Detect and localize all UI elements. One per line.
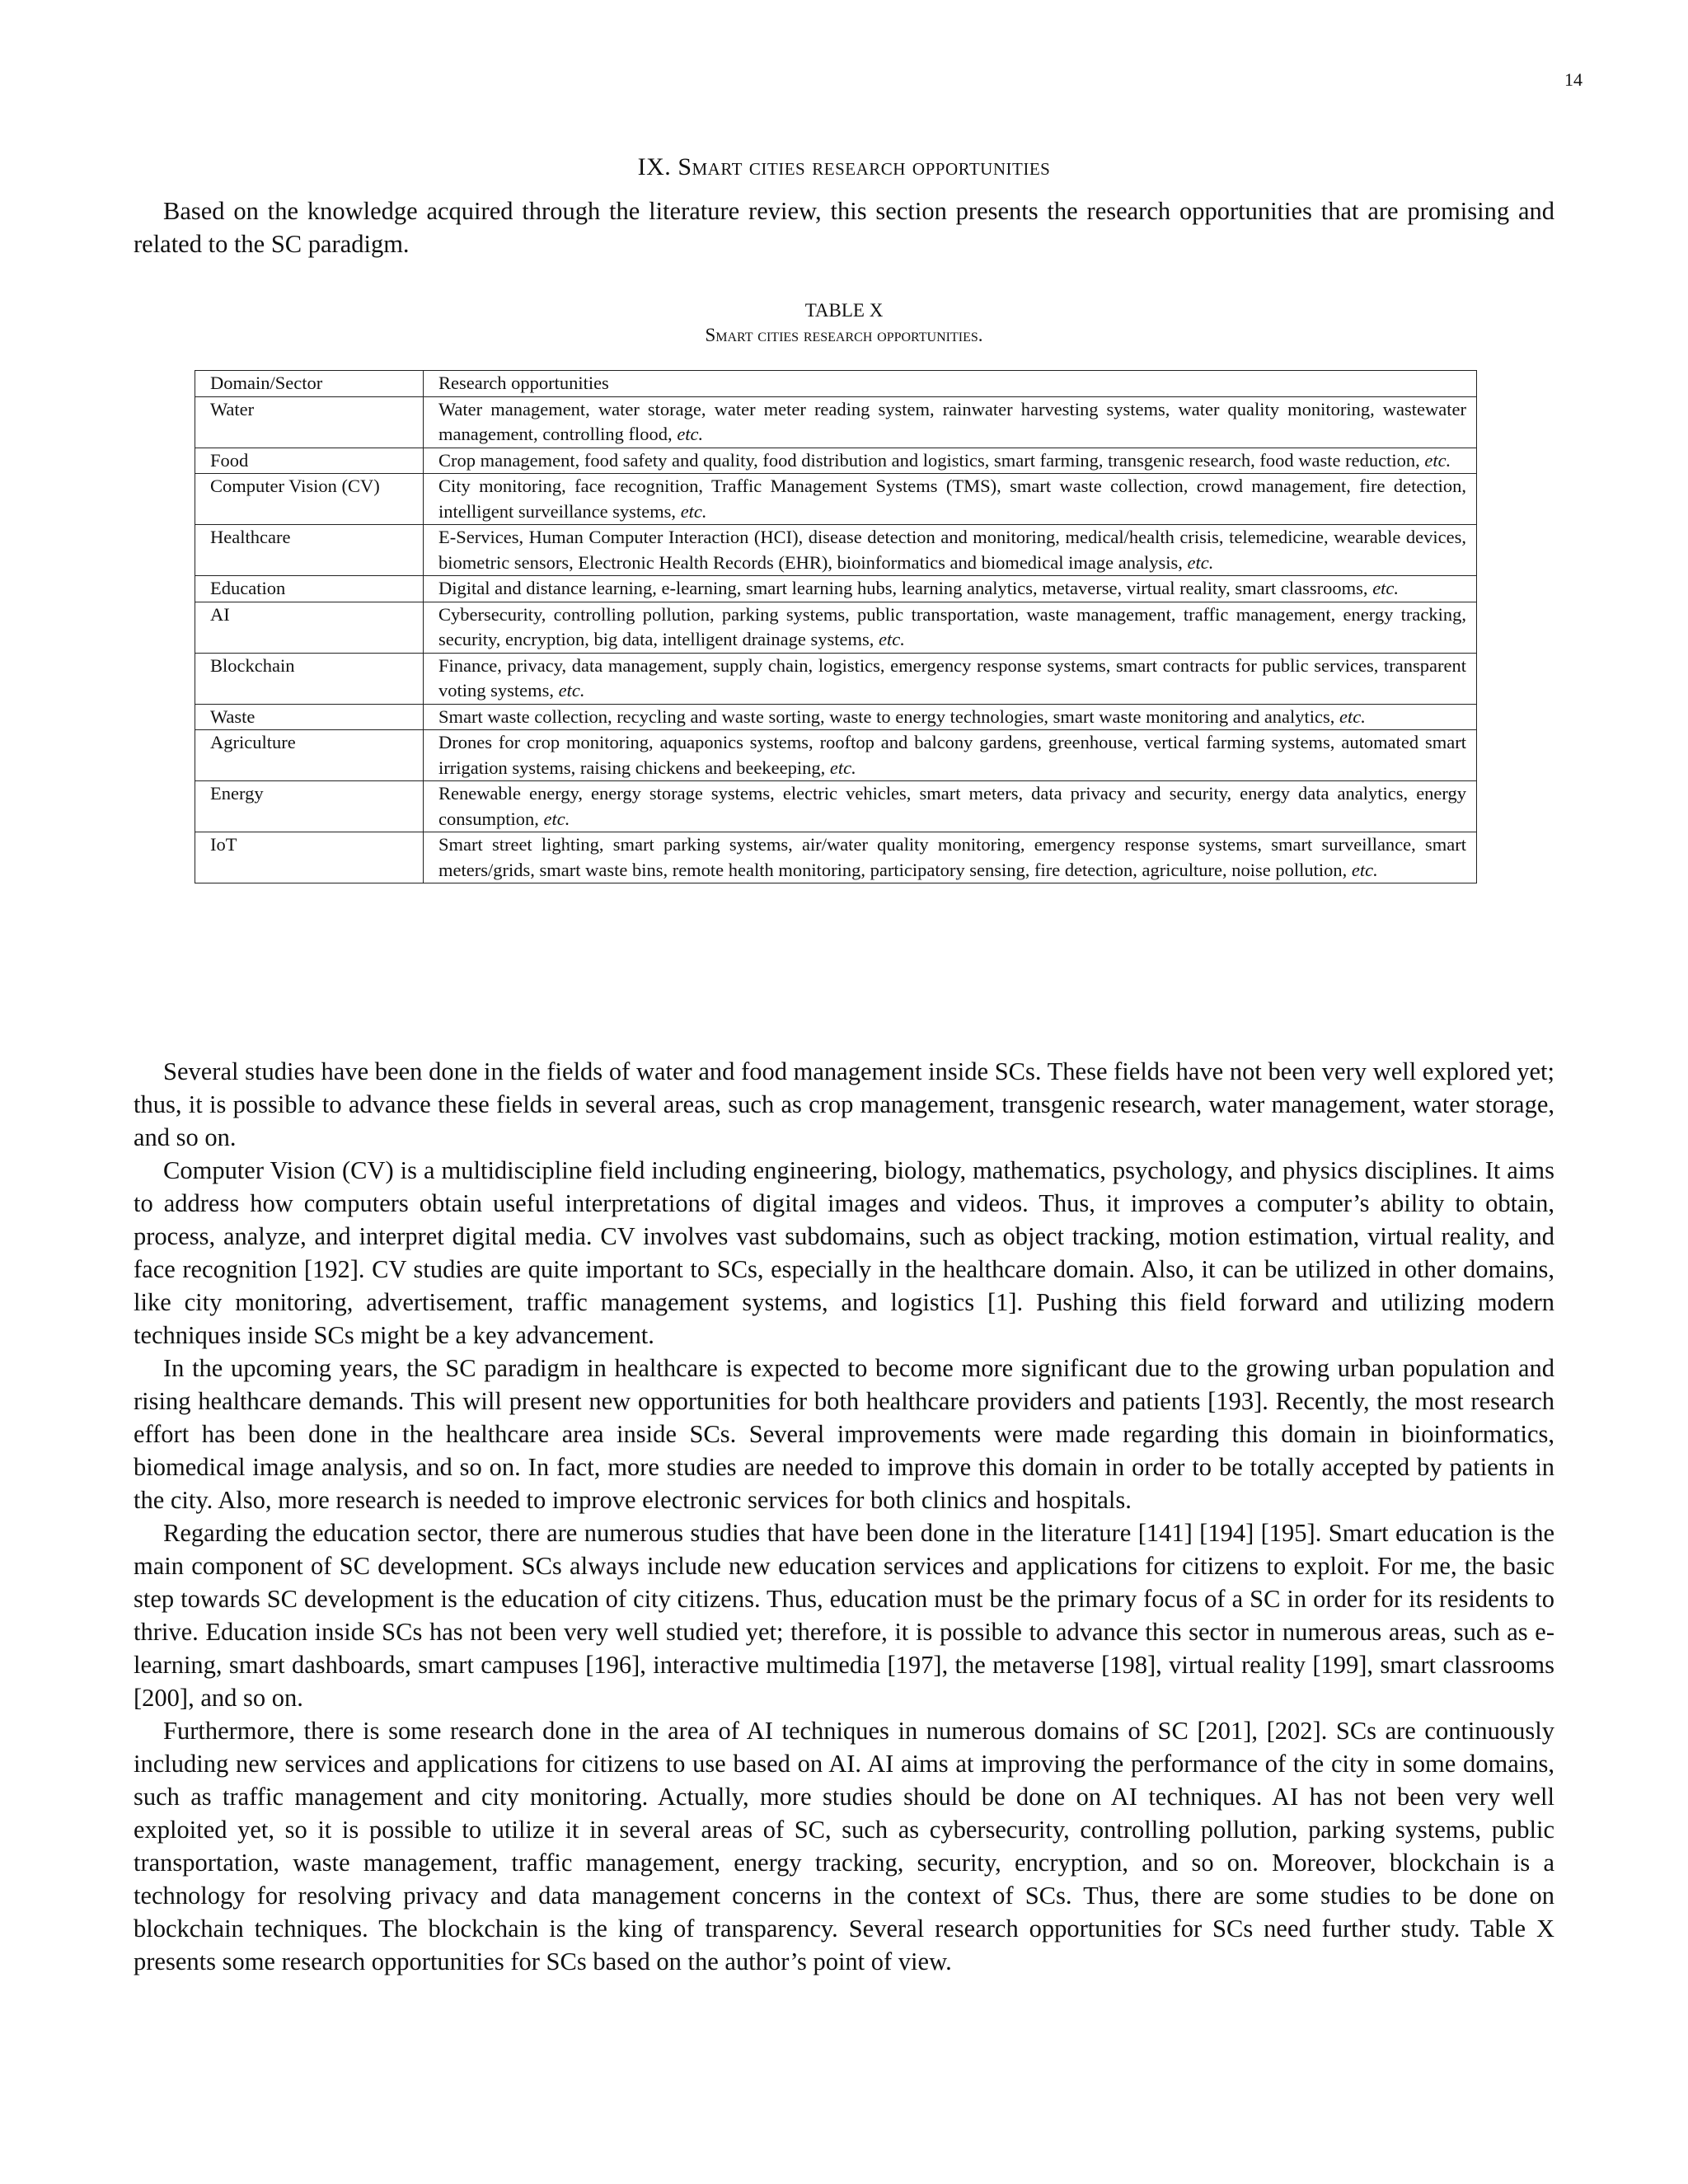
opportunities-text: Crop management, food safety and quality, food distribution and logistics, smart farming, transgenic research, food waste reduction,: [438, 449, 1420, 471]
etc-text: etc.: [1187, 551, 1214, 573]
opportunities-cell: [424, 730, 1477, 781]
header-opportunities: Research opportunities: [424, 371, 1477, 397]
etc-text: etc.: [829, 757, 856, 778]
domain-cell: Blockchain: [195, 653, 424, 704]
opportunities-cell: [424, 474, 1477, 525]
opportunities-cell: [424, 704, 1477, 730]
table-row: [195, 602, 1477, 653]
table-label: TABLE X: [804, 300, 884, 321]
opportunities-text: Smart street lighting, smart parking systems, air/water quality monitoring, emergency response systems, smart surveillance, smart meters/grids, smart waste bins, remote health monitoring, participatory sensing, fire detection, agriculture, noise pollution,: [438, 834, 1466, 880]
opportunities-cell: [424, 653, 1477, 704]
table-row: [195, 653, 1477, 704]
domain-cell: Energy: [195, 781, 424, 832]
etc-text: etc.: [558, 680, 585, 701]
intro-paragraph: Based on the knowledge acquired through the literature review, this section presents the research opportunities that are promising and related to the SC paradigm.: [134, 197, 1554, 258]
etc-text: etc.: [677, 424, 704, 444]
table-header-row: [195, 371, 1477, 397]
paragraph: Several studies have been done in the fields of water and food management inside SCs. These fields have not been very well explored yet; thus, it is possible to advance these fields in several areas, such as crop management, transgenic research, water management, water storage, and so on.: [134, 1057, 1554, 1151]
opportunities-cell: [424, 525, 1477, 576]
opportunities-text: Digital and distance learning, e-learning, smart learning hubs, learning analytics, metaverse, virtual reality, smart classrooms,: [438, 578, 1368, 598]
opportunities-text: City monitoring, face recognition, Traffic Management Systems (TMS), smart waste collection, crowd management, fire detection, intelligent surveillance systems,: [438, 476, 1466, 522]
intro-block: [134, 194, 1554, 260]
opportunities-cell: [424, 448, 1477, 474]
table-row: [195, 448, 1477, 474]
opportunities-cell: [424, 602, 1477, 653]
etc-text: etc.: [879, 629, 905, 649]
etc-text: etc.: [1339, 705, 1366, 727]
domain-cell: AI: [195, 602, 424, 653]
table-row: [195, 525, 1477, 576]
opportunities-text: E-Services, Human Computer Interaction (HCI), disease detection and monitoring, medical/health crisis, telemedicine, wearable devices, biometric sensors, Electronic Health Records (EHR), bioinformatics and biomedical image analysis,: [438, 527, 1466, 573]
body-text: [134, 1055, 1554, 1978]
domain-cell: Water: [195, 396, 424, 448]
section-title: Smart cities research opportunities: [678, 153, 1051, 180]
domain-cell: Food: [195, 448, 424, 474]
table-row: [195, 730, 1477, 781]
etc-text: etc.: [1424, 449, 1451, 471]
domain-cell: Computer Vision (CV): [195, 474, 424, 525]
table-title: Smart cities research opportunities.: [705, 325, 983, 345]
paragraph: In the upcoming years, the SC paradigm in healthcare is expected to become more significant due to the growing urban population and rising healthcare demands. This will present new opportunities for both healthcare providers and patients [193]. Recently, the most research effort has been done in the healthcare area inside SCs. Several improvements were made regarding this domain in bioinformatics, biomedical image analysis, and so on. In fact, more studies are needed to improve this domain in order to be totally accepted by patients in the city. Also, more research is needed to improve electronic services for both clinics and hospitals.: [134, 1354, 1554, 1514]
domain-cell: Healthcare: [195, 525, 424, 576]
domain-cell: Agriculture: [195, 730, 424, 781]
opportunities-cell: [424, 576, 1477, 602]
header-domain: Domain/Sector: [195, 371, 424, 397]
etc-text: etc.: [1372, 578, 1400, 598]
domain-cell: IoT: [195, 832, 424, 883]
paragraph: Computer Vision (CV) is a multidiscipline field including engineering, biology, mathematics, psychology, and physics disciplines. It aims to address how computers obtain useful interpretations of digital images and videos. Thus, it improves a computer’s ability to obtain, process, analyze, and interpret digital media. CV involves vast subdomains, such as object tracking, motion estimation, virtual reality, and face recognition [192]. CV studies are quite important to SCs, especially in the healthcare domain. Also, it can be utilized in other domains, like city monitoring, advertisement, traffic management systems, and logistics [1]. Pushing this field forward and utilizing modern techniques inside SCs might be a key advancement.: [134, 1156, 1554, 1349]
opportunities-text: Cybersecurity, controlling pollution, parking systems, public transportation, waste management, traffic management, energy tracking, security, encryption, big data, intelligent drainage systems,: [438, 603, 1466, 649]
opportunities-text: Drones for crop monitoring, aquaponics systems, rooftop and balcony gardens, greenhouse, vertical farming systems, automated smart irrigation systems, raising chickens and beekeeping,: [438, 732, 1466, 778]
paragraph: Regarding the education sector, there are numerous studies that have been done in the literature [141] [194] [195]. Smart education is the main component of SC development. SCs always include new education services and applications for citizens to exploit. For me, the basic step towards SC development is the education of city citizens. Thus, education must be the primary focus of a SC in order for its residents to thrive. Education inside SCs has not been very well studied yet; therefore, it is possible to advance this sector in numerous areas, such as e-learning, smart dashboards, smart campuses [196], interactive multimedia [197], the metaverse [198], virtual reality [199], smart classrooms [200], and so on.: [134, 1519, 1554, 1712]
opportunities-text: Water management, water storage, water meter reading system, rainwater harvesting systems, water quality monitoring, wastewater management, controlling flood,: [438, 398, 1466, 444]
section-number: IX.: [637, 153, 672, 180]
page-number: 14: [1564, 69, 1582, 90]
table-body: [195, 396, 1477, 883]
opportunities-cell: [424, 832, 1477, 883]
section-heading: [0, 153, 1688, 181]
table-row: [195, 781, 1477, 832]
table-row: [195, 396, 1477, 448]
etc-text: etc.: [680, 500, 707, 522]
table-row: [195, 474, 1477, 525]
opportunities-text: Renewable energy, energy storage systems, electric vehicles, smart meters, data privacy and security, energy data analytics, energy consumption,: [438, 783, 1466, 829]
domain-cell: Waste: [195, 704, 424, 730]
table-row: [195, 832, 1477, 883]
etc-text: etc.: [1351, 859, 1378, 880]
paragraph: Furthermore, there is some research done in the area of AI techniques in numerous domains of SC [201], [202]. SCs are continuously including new services and applications for citizens to use based on AI. AI aims at improving the performance of the city in some domains, such as traffic management and city monitoring. Actually, more studies should be done on AI techniques. AI has not been very well exploited yet, so it is possible to utilize it in several areas of SC, such as cybersecurity, controlling pollution, parking systems, public transportation, waste management, traffic management, energy tracking, security, encryption, and so on. Moreover, blockchain is a technology for resolving privacy and data management concerns in the context of SCs. Thus, there are some studies to be done on blockchain techniques. The blockchain is the king of transparency. Several research opportunities for SCs need further study. Table X presents some research opportunities for SCs based on the author’s point of view.: [134, 1717, 1554, 1975]
table-row: [195, 576, 1477, 602]
opportunities-cell: [424, 781, 1477, 832]
research-opportunities-table: [195, 370, 1477, 883]
opportunities-text: Finance, privacy, data management, supply chain, logistics, emergency response systems, smart contracts for public services, transparent voting systems,: [438, 654, 1466, 701]
table-caption: [0, 298, 1688, 348]
table-row: [195, 704, 1477, 730]
etc-text: etc.: [543, 808, 570, 829]
opportunities-cell: [424, 396, 1477, 448]
opportunities-text: Smart waste collection, recycling and waste sorting, waste to energy technologies, smart waste monitoring and analytics,: [438, 705, 1335, 727]
domain-cell: Education: [195, 576, 424, 602]
